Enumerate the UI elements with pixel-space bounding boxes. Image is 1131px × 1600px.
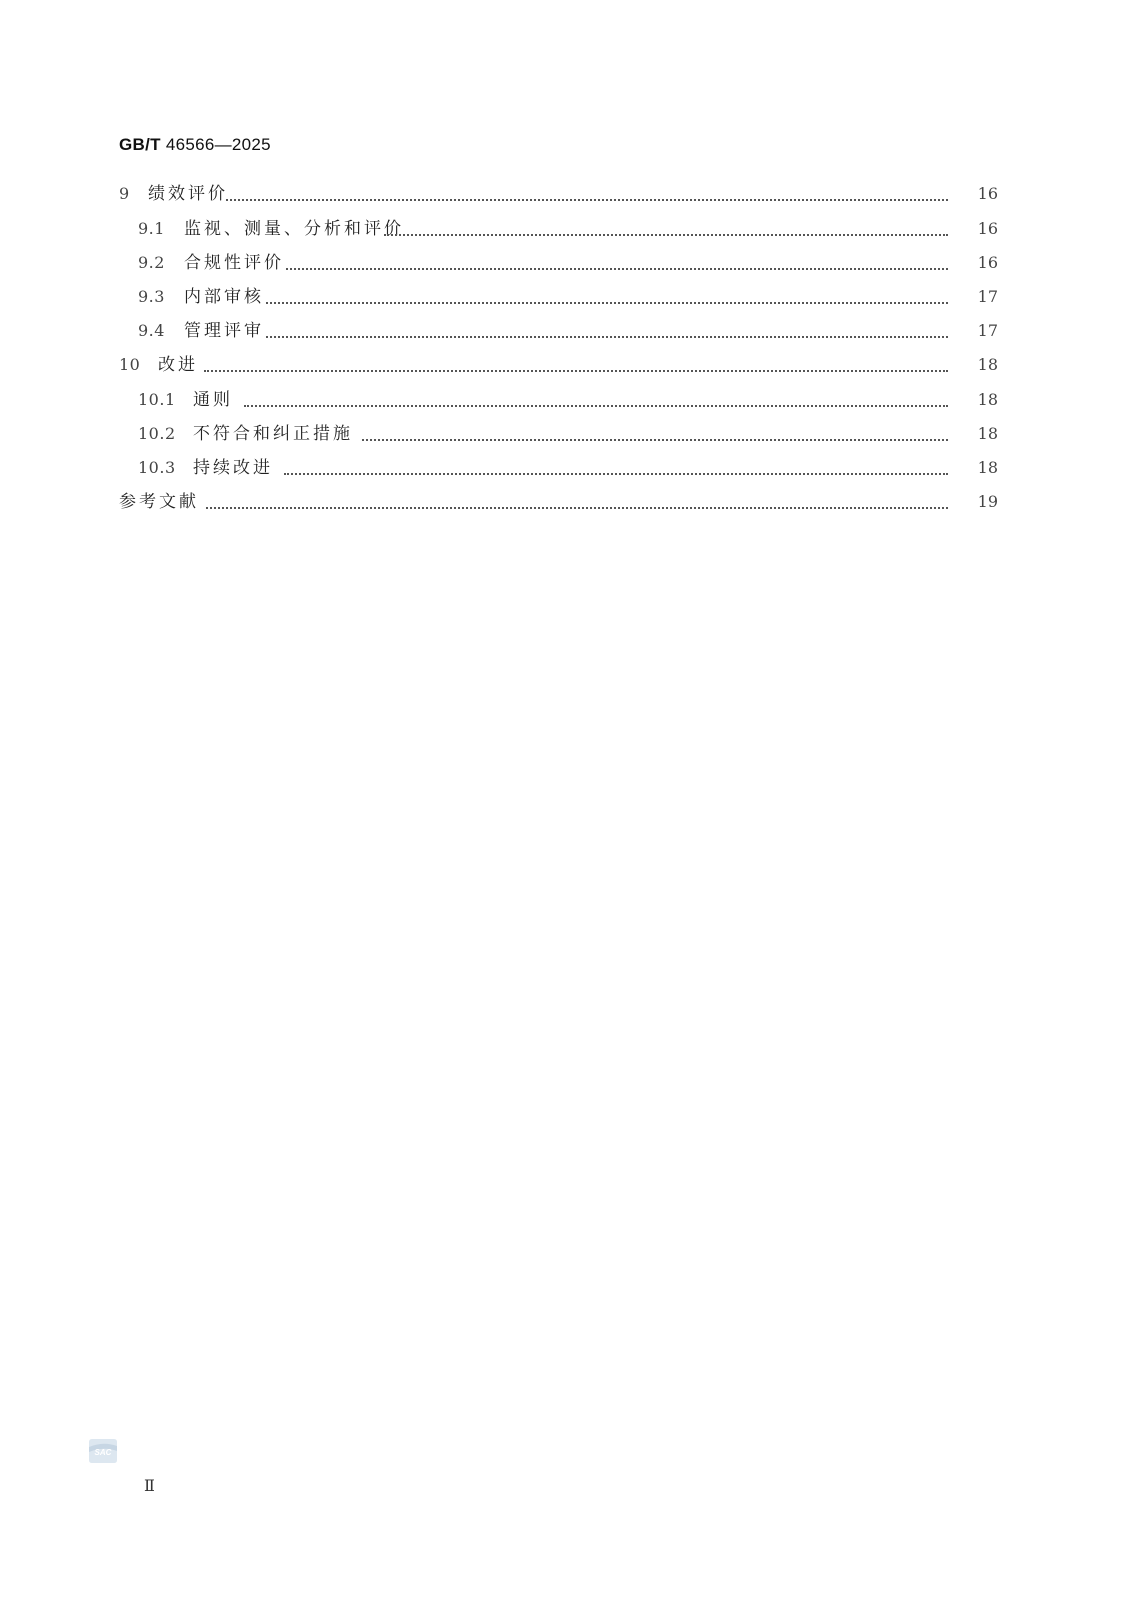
toc-entry-page: 19	[977, 492, 998, 511]
toc-entry-number: 10.3	[138, 458, 176, 477]
toc-entry[interactable]	[0, 489, 1131, 515]
toc-leader-dots	[384, 222, 948, 236]
toc-entry[interactable]	[0, 318, 1131, 344]
toc-entry[interactable]	[0, 387, 1131, 413]
toc-entry-page: 18	[977, 390, 998, 409]
toc-entry[interactable]	[0, 284, 1131, 310]
toc-entry-page: 16	[977, 219, 998, 238]
toc-entry-number: 10.2	[138, 424, 176, 443]
toc-entry-title: 合规性评价	[184, 253, 284, 273]
toc-entry[interactable]	[0, 455, 1131, 481]
toc-leader-dots	[204, 358, 948, 372]
toc-leader-dots	[244, 393, 948, 407]
toc-entry-number: 10.1	[138, 390, 176, 409]
toc-entry-title: 管理评审	[184, 321, 264, 341]
toc-entry-page: 17	[977, 287, 998, 306]
toc-entry-page: 18	[977, 458, 998, 477]
toc-entry[interactable]	[0, 181, 1131, 207]
toc-entry-title: 持续改进	[193, 458, 273, 478]
toc-entry[interactable]	[0, 216, 1131, 242]
toc-entry-number: 9.1	[138, 219, 165, 238]
toc-entry[interactable]	[0, 250, 1131, 276]
toc-entry-page: 17	[977, 321, 998, 340]
standard-number: 46566—2025	[165, 135, 271, 154]
toc-leader-dots	[266, 324, 948, 338]
toc-entry[interactable]	[0, 421, 1131, 447]
svg-text:SAC: SAC	[94, 1448, 112, 1457]
page-number: Ⅱ	[144, 1476, 155, 1495]
toc-entry-title: 不符合和纠正措施	[193, 424, 353, 444]
toc-entry-title: 监视、测量、分析和评价	[184, 219, 404, 239]
toc-entry-title: 改进	[158, 355, 198, 375]
toc-entry-title: 绩效评价	[148, 184, 228, 204]
toc-leader-dots	[266, 290, 948, 304]
toc-leader-dots	[206, 495, 948, 509]
toc-leader-dots	[226, 187, 948, 201]
toc-leader-dots	[362, 427, 948, 441]
toc-entry-page: 18	[977, 355, 998, 374]
toc-entry-page: 18	[977, 424, 998, 443]
toc-entry-number: 10	[119, 355, 141, 374]
sac-logo-icon	[88, 1437, 118, 1465]
toc-entry-number: 9.2	[138, 253, 165, 272]
toc-entry[interactable]	[0, 352, 1131, 378]
toc-entry-page: 16	[977, 184, 998, 203]
toc-entry-title: 内部审核	[184, 287, 264, 307]
toc-entry-number: 9.4	[138, 321, 165, 340]
toc-leader-dots	[284, 461, 948, 475]
toc-leader-dots	[286, 256, 948, 270]
toc-entry-page: 16	[977, 253, 998, 272]
standard-prefix: GB/T	[119, 135, 161, 154]
toc-entry-title: 通则	[193, 390, 233, 410]
toc-entry-number: 9.3	[138, 287, 165, 306]
toc-entry-number: 9	[119, 184, 130, 203]
standard-code	[119, 135, 271, 155]
toc-entry-title: 参考文献	[119, 492, 199, 512]
